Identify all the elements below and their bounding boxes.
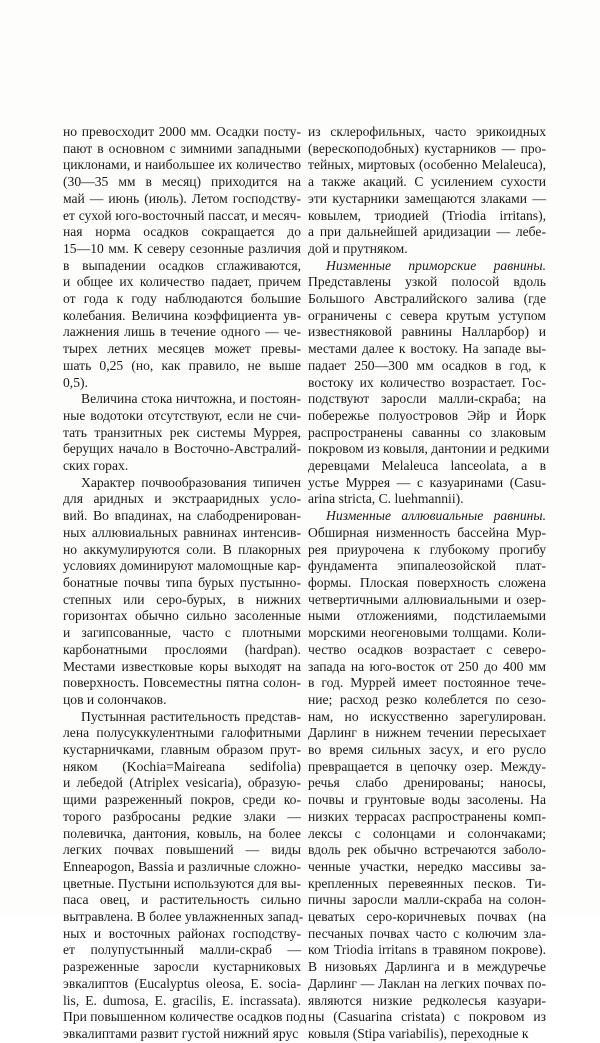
text-line: крепленных перевеянных песков. Ти-	[308, 875, 546, 891]
text-line: легких почвах повышений — виды	[63, 842, 301, 858]
text-line: бонатные почвы типа бурых пустынно-	[63, 574, 301, 590]
text-line: почвы и грунтовые воды засолены. На	[308, 792, 546, 808]
text-line: низких террасах распространены комп-	[308, 808, 546, 824]
text-line: ны (Casuarina cristata) с покровом из	[308, 1009, 546, 1025]
text-line: лена полусуккулентными галофитными	[63, 725, 301, 741]
paragraph	[308, 257, 550, 509]
text-line: покровом из ковыля, дантонии и редкими	[308, 441, 550, 457]
text-line: эти кустарники замещаются злаками —	[308, 190, 546, 206]
text-line: формы. Плоская поверхность сложена	[308, 574, 546, 590]
text-line: из склерофильных, часто эрикоидных	[308, 124, 546, 139]
text-line: карбонатными прослоями (hardpan).	[63, 641, 301, 657]
section-heading: Низменные аллювиальные равнины.	[326, 508, 546, 524]
text-line: известняковой равнины Налларбор) и	[308, 324, 546, 340]
text-line: в выпадении осадков сглаживаются,	[63, 257, 301, 273]
text-line: ковыля (Stipa variabilis), переходные к	[308, 1025, 529, 1041]
text-line: устье Муррея — с казуаринами (Casu-	[308, 474, 546, 490]
text-line: вытравлена. В более увлажненных запад-	[63, 909, 304, 925]
text-line: разреженные заросли кустарниковых	[63, 959, 301, 975]
text-line: цеватых серо-коричневых почвах (на	[308, 909, 546, 925]
text-line: для аридных и экстрааридных усло-	[63, 491, 301, 507]
text-line: колебания. Величина коэффициента ув-	[63, 307, 301, 323]
text-line: фундамента эпипалеозойской плат-	[308, 558, 546, 574]
text-line: вдоль рек обычно встречаются заболо-	[308, 842, 546, 858]
text-line: ет сухой юго-восточный пассат, и месяч-	[63, 207, 301, 223]
text-line: и общее их количество падает, причем	[63, 274, 301, 290]
text-line: ограничены с севера крутым уступом	[308, 307, 546, 323]
text-line: тейных, миртовых (особенно Melaleuca),	[308, 157, 546, 173]
text-line: щими разреженный покров, среди ко-	[63, 792, 301, 808]
text-line: горизонтах обычно сильно засоленные	[63, 608, 301, 624]
paragraph	[63, 475, 301, 709]
text-line: тырех летних месяцев может превы-	[63, 341, 301, 357]
paragraph	[63, 391, 301, 475]
text-line: в год. Муррей имеет постоянное тече-	[308, 675, 546, 691]
paragraph	[63, 708, 307, 1043]
text-line: lis, E. dumosa, E. gracilis, E. incrassata).	[63, 992, 301, 1008]
text-line: Обширная низменность бассейна Мур-	[308, 524, 546, 540]
text-line: Представлены узкой полосой вдоль	[308, 274, 546, 290]
text-line: речья слабо дренированы; наносы,	[308, 775, 546, 791]
section-heading: Низменные приморские равнины.	[326, 257, 546, 273]
text-line: вий. Во впадинах, на слабодренирован-	[63, 508, 301, 524]
text-line: arina stricta, C. luehmannii).	[308, 491, 464, 507]
text-line: распространены саванны со злаковым	[308, 424, 546, 440]
text-line: 0,5).	[63, 374, 88, 390]
text-line: ние; расход резко колеблется по сезо-	[308, 691, 546, 707]
text-line: пичны заросли малли-скраба на солон-	[308, 892, 546, 908]
text-column-left	[63, 124, 307, 1043]
text-line: тать транзитных рек системы Муррея,	[63, 424, 301, 440]
text-line: кустарничками, главным образом прут-	[63, 742, 301, 758]
text-line: Дарлинг в нижнем течении пересыхает	[308, 725, 546, 741]
text-line: Enneapogon, Bassia и различные сложно-	[63, 858, 301, 874]
text-line: торого разбросаны редкие злаки —	[63, 808, 301, 824]
text-line: эвкалиптами развит густой нижний ярус	[63, 1025, 299, 1041]
text-line: побережье полуостровов Эйр и Йорк	[308, 407, 546, 423]
text-line: Дарлинг — Лаклан на легких почвах по-	[308, 975, 546, 991]
text-line: В низовьях Дарлинга и в междуречье	[308, 959, 546, 975]
text-line: дой и прутняком.	[308, 240, 408, 256]
text-line: но превосходит 2000 мм. Осадки посту-	[63, 124, 301, 139]
text-line: падает 250—300 мм осадков в год, к	[308, 357, 546, 373]
text-line: пают в основном с зимними западными	[63, 140, 301, 156]
paragraph	[63, 124, 301, 391]
text-line: ет полупустынный малли-скраб —	[63, 942, 301, 958]
text-line: шать 0,25 (но, как правило, не выше	[63, 357, 301, 373]
text-line: ных аллювиальных равнинах интенсив-	[63, 524, 301, 540]
text-line: полевичка, дантония, ковыль, на более	[63, 825, 301, 841]
text-line: цов и солончаков.	[63, 691, 167, 707]
text-column-right	[308, 124, 550, 1043]
text-line: а также акаций. С усилением сухости	[308, 174, 546, 190]
text-line: При повышенном количестве осадков под	[63, 1009, 307, 1025]
text-line: от года к году наблюдаются большие	[63, 291, 301, 307]
text-line: ная норма осадков сокращается до	[63, 224, 301, 240]
text-line: востоку их количество возрастает. Гос-	[308, 374, 546, 390]
text-line: но аккумулируются соли. В плакорных	[63, 541, 301, 557]
paragraph	[308, 508, 546, 1043]
text-line: морскими неогеновыми толщами. Коли-	[308, 625, 546, 641]
text-line: (30—35 мм в месяц) приходится на	[63, 174, 301, 190]
text-line: ковылем, триодией (Triodia irritans),	[308, 207, 546, 223]
text-line: Характер почвообразования типичен	[81, 474, 301, 490]
text-line: эвкалиптов (Eucalyptus oleosa, E. socia-	[63, 975, 301, 991]
text-line: местами далее к востоку. На западе вы-	[308, 341, 546, 357]
text-line: ные водотоки отсутствуют, если не счи-	[63, 407, 301, 423]
text-line: (верескоподобных) кустарников — про-	[308, 140, 546, 156]
text-line: Большого Австралийского залива (где	[308, 291, 546, 307]
text-line: и лебедой (Atriplex vesicaria), образую-	[63, 775, 301, 791]
text-line: условиях доминируют маломощные кар-	[63, 558, 301, 574]
text-line: циклонами, и наибольшее их количество	[63, 157, 301, 173]
text-line: превращается в цепочку озер. Между-	[308, 758, 546, 774]
text-line: ком Triodia irritans в травяном покрове).	[308, 942, 546, 958]
text-line: подствуют заросли малли-скраба; на	[308, 391, 546, 407]
text-line: ченные участки, нередко массивы за-	[308, 858, 546, 874]
text-line: няком (Kochia=Maireana sedifolia)	[63, 758, 301, 774]
text-line: являются низкие редколесья казуари-	[308, 992, 546, 1008]
text-line: Пустынная растительность представ-	[81, 708, 301, 724]
text-line: деревцами Melaleuca lanceolata, а в	[308, 458, 546, 474]
paragraph	[308, 124, 546, 258]
text-line: степных или серо-бурых, в нижних	[63, 591, 301, 607]
text-line: 15—10 мм. К северу сезонные различия	[63, 240, 301, 256]
text-line: чество осадков возрастает с северо-	[308, 641, 546, 657]
text-line: ными отложениями, подстилаемыми	[308, 608, 546, 624]
text-line: поверхность. Повсеместны пятна солон-	[63, 675, 301, 691]
text-line: ных и восточных районах господству-	[63, 925, 301, 941]
text-line: паса овец, и растительность сильно	[63, 892, 301, 908]
text-line: май — июнь (июль). Летом господству-	[63, 190, 301, 206]
text-line: Местами известковые коры выходят на	[63, 658, 301, 674]
text-line: берущих начало в Восточно-Австралий-	[63, 441, 301, 457]
text-line: запада на юго-восток от 250 до 400 мм	[308, 658, 546, 674]
text-line: нам, но искусственно зарегулирован.	[308, 708, 546, 724]
text-line: песчаных почвах часто с колючим зла-	[308, 925, 546, 941]
text-line: лексы с солонцами и солончаками;	[308, 825, 546, 841]
text-line: и загипсованные, часто с плотными	[63, 625, 301, 641]
text-line: рея приурочена к глубокому прогибу	[308, 541, 546, 557]
text-line: Величина стока ничтожна, и постоян-	[81, 391, 301, 407]
text-line: четвертичными аллювиальными и озер-	[308, 591, 546, 607]
text-line: ских горах.	[63, 458, 129, 474]
text-line: а при дальнейшей аридизации — лебе-	[308, 224, 546, 240]
text-line: лажнения лишь в течение одного — че-	[63, 324, 301, 340]
text-line: цветные. Пустыни используются для вы-	[63, 875, 301, 891]
text-line: во время сильных засух, и его русло	[308, 742, 546, 758]
